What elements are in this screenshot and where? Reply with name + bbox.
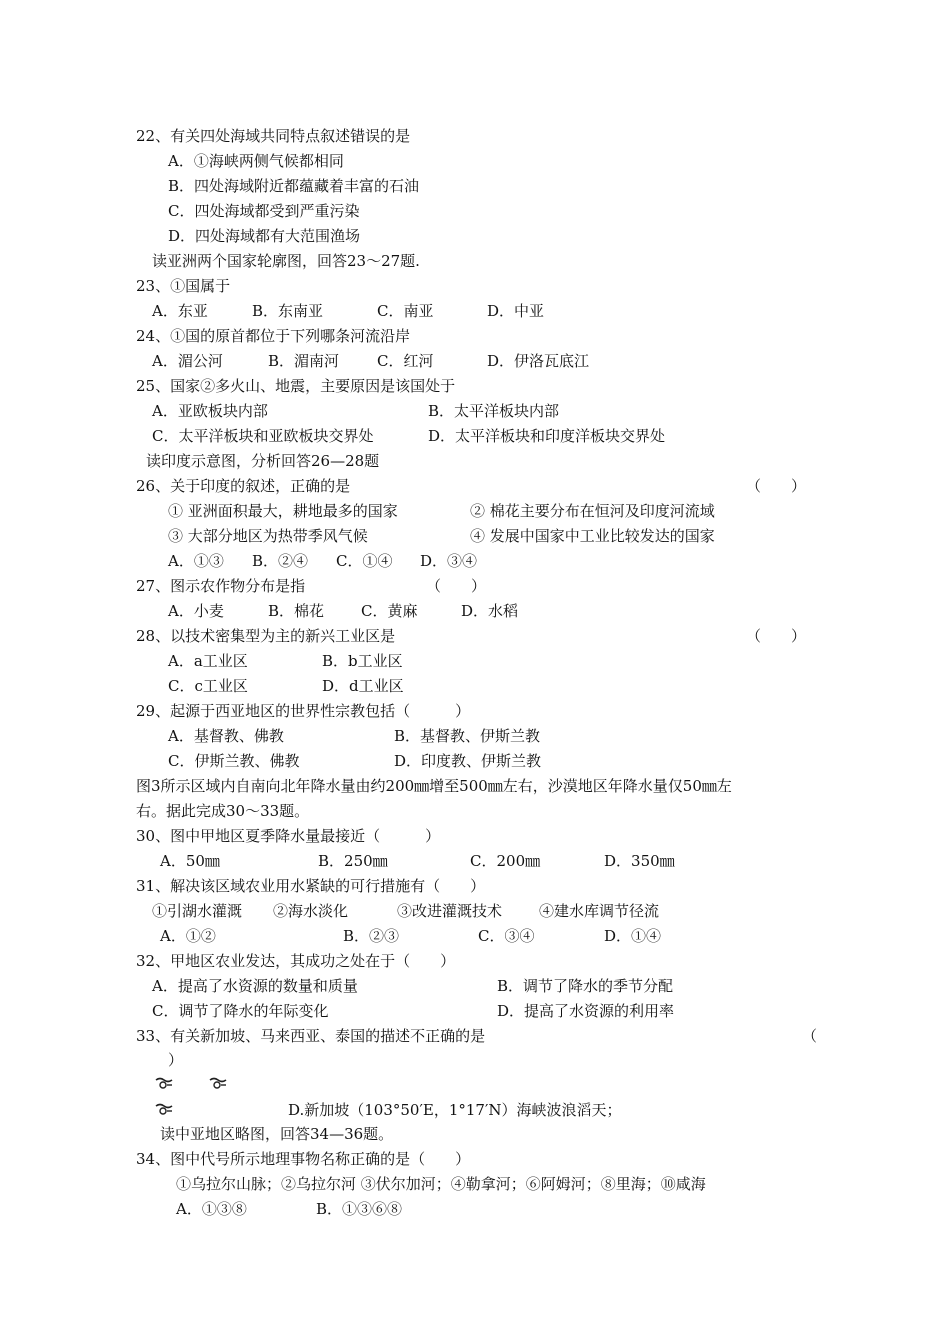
stem-text: 27、图示农作物分布是指 [136, 577, 306, 595]
option: C．四处海域都受到严重污染 [168, 202, 360, 220]
option: A．东亚 [152, 302, 208, 320]
option: D．350㎜ [604, 852, 675, 870]
question-22-stem: 22、有关四处海域共同特点叙述错误的是 [136, 127, 411, 145]
option: B．②③ [343, 927, 400, 945]
answer-paren: （ ） [746, 477, 807, 495]
section-intro-34-36: 读中亚地区略图，回答34—36题。 [160, 1125, 394, 1143]
broken-image-icon-svg [154, 1076, 174, 1090]
stem-text: 33、有关新加坡、马来西亚、泰国的描述不正确的是 [136, 1027, 486, 1045]
answer-paren-open: （ [802, 1027, 818, 1045]
stem-text: 26、关于印度的叙述，正确的是 [136, 477, 351, 495]
option: C．200㎜ [470, 852, 541, 870]
option: A．①③⑧ [176, 1200, 247, 1218]
option: B．东南亚 [252, 302, 324, 320]
option: D．提高了水资源的利用率 [497, 1002, 675, 1020]
section-intro-23-27: 读亚洲两个国家轮廓图，回答23～27题. [152, 252, 420, 270]
option: B．①③⑥⑧ [316, 1200, 403, 1218]
answer-paren: （ ） [746, 627, 807, 645]
option: D．伊洛瓦底江 [487, 352, 590, 370]
stem-text: 28、以技术密集型为主的新兴工业区是 [136, 627, 396, 645]
option: C．①④ [336, 552, 393, 570]
option: A．①海峡两侧气候都相同 [168, 152, 344, 170]
question-29-stem: 29、起源于西亚地区的世界性宗教包括（ ） [136, 702, 471, 720]
question-25-stem: 25、国家②多火山、地震，主要原因是该国处于 [136, 377, 456, 395]
option: B．调节了降水的季节分配 [497, 977, 674, 995]
option: A．提高了水资源的数量和质量 [152, 977, 358, 995]
question-33-option-d: D.新加坡（103°50′E，1°17′N）海峡波浪滔天； [288, 1101, 622, 1119]
option: D．①④ [604, 927, 662, 945]
option: D．太平洋板块和印度洋板块交界处 [428, 427, 666, 445]
option: B．棉花 [268, 602, 325, 620]
option: B．250㎜ [318, 852, 388, 870]
question-31-stem: 31、解决该区域农业用水紧缺的可行措施有（ ） [136, 877, 486, 895]
option: C．黄麻 [361, 602, 418, 620]
statement: ④ 发展中国家中工业比较发达的国家 [470, 527, 715, 545]
option: B．基督教、伊斯兰教 [394, 727, 541, 745]
broken-image-icon-svg [208, 1076, 228, 1090]
statement: ② 棉花主要分布在恒河及印度河流域 [470, 502, 715, 520]
measure: ③改进灌溉技术 [397, 902, 503, 920]
option: D．中亚 [487, 302, 545, 320]
section-intro-30-33-line1: 图3所示区域内自南向北年降水量由约200㎜增至500㎜左右，沙漠地区年降水量仅50㎜左 [136, 777, 732, 795]
option: B．b工业区 [322, 652, 403, 670]
items-text: ①乌拉尔山脉；②乌拉尔河 ③伏尔加河；④勒拿河；⑥阿姆河；⑧里海；⑩咸海 [176, 1175, 706, 1193]
broken-image-icon [154, 1102, 174, 1120]
question-32-stem: 32、甲地区农业发达，其成功之处在于（ ） [136, 952, 456, 970]
option: A．①③ [168, 552, 224, 570]
measure: ④建水库调节径流 [539, 902, 660, 920]
option: A．a工业区 [168, 652, 248, 670]
option: A．湄公河 [152, 352, 223, 370]
option: B．②④ [252, 552, 309, 570]
question-30-stem: 30、图中甲地区夏季降水量最接近（ ） [136, 827, 441, 845]
broken-image-icon [154, 1076, 174, 1094]
option: D．d工业区 [322, 677, 404, 695]
option: D．四处海域都有大范围渔场 [168, 227, 361, 245]
statement: ③ 大部分地区为热带季风气候 [168, 527, 368, 545]
question-24-stem: 24、①国的原首都位于下列哪条河流沿岸 [136, 327, 411, 345]
option: A．①② [160, 927, 216, 945]
option: B．四处海域附近都蕴藏着丰富的石油 [168, 177, 420, 195]
option: D．③④ [420, 552, 478, 570]
option: A．基督教、佛教 [168, 727, 284, 745]
option: A．亚欧板块内部 [152, 402, 268, 420]
option: C．伊斯兰教、佛教 [168, 752, 300, 770]
answer-paren-close: ） [168, 1051, 184, 1069]
section-intro-26-28: 读印度示意图，分析回答26—28题 [146, 452, 380, 470]
question-34-stem: 34、图中代号所示地理事物名称正确的是（ ） [136, 1150, 471, 1168]
question-23-stem: 23、①国属于 [136, 277, 231, 295]
option: C．③④ [478, 927, 535, 945]
option: A．50㎜ [160, 852, 220, 870]
option: C．太平洋板块和亚欧板块交界处 [152, 427, 374, 445]
measure: ①引湖水灌溉 [152, 902, 243, 920]
broken-image-icon-svg [154, 1102, 174, 1116]
option: A．小麦 [168, 602, 224, 620]
option: D．印度教、伊斯兰教 [394, 752, 542, 770]
statement: ① 亚洲面积最大，耕地最多的国家 [168, 502, 398, 520]
answer-paren: （ ） [426, 577, 487, 595]
option: B．太平洋板块内部 [428, 402, 560, 420]
option: D．水稻 [461, 602, 519, 620]
broken-image-icon [208, 1076, 228, 1094]
option: C．南亚 [377, 302, 434, 320]
option: B．湄南河 [268, 352, 340, 370]
option: C．调节了降水的年际变化 [152, 1002, 329, 1020]
measure: ②海水淡化 [273, 902, 349, 920]
option: C．c工业区 [168, 677, 248, 695]
option: C．红河 [377, 352, 434, 370]
section-intro-30-33-line2: 右。据此完成30～33题。 [136, 802, 310, 820]
